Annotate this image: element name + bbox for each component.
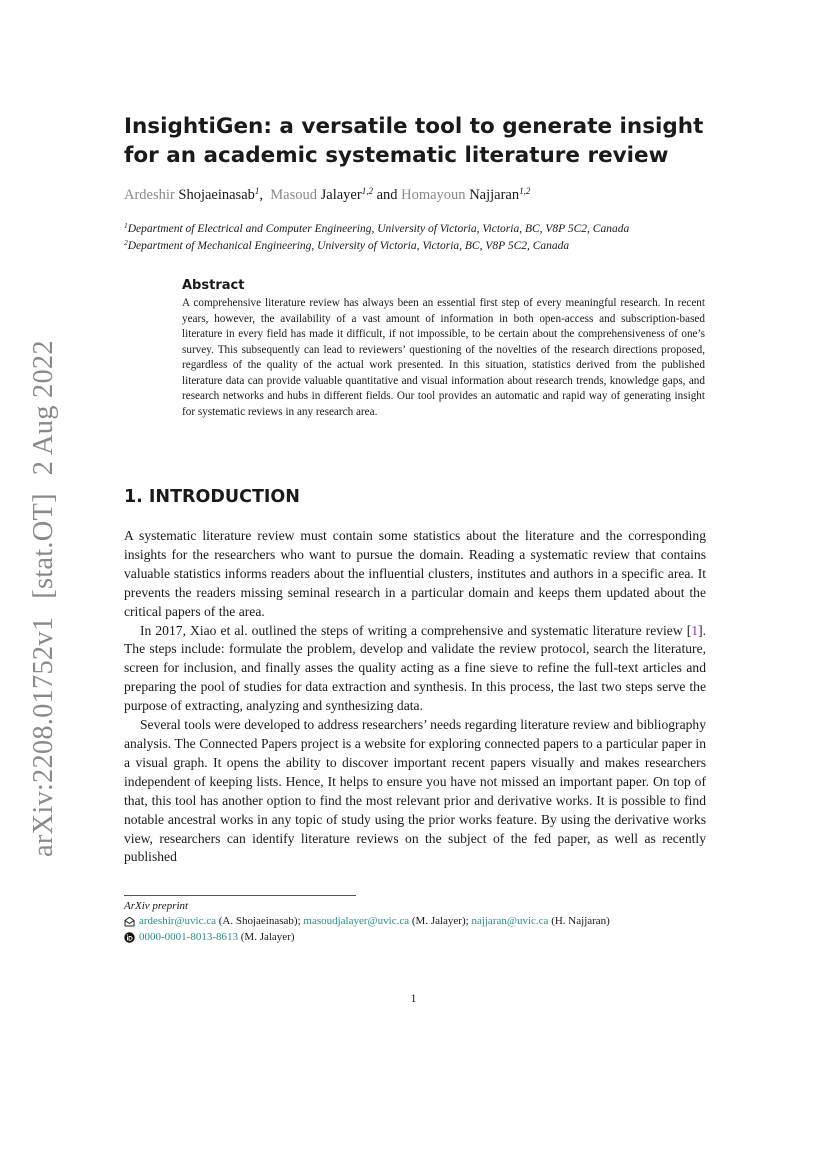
paragraph-text: In 2017, Xiao et al. outlined the steps of writing a comprehensive and systematic literature review [ xyxy=(140,622,692,638)
footnote-label: ArXiv preprint xyxy=(124,900,189,912)
paragraph-text: ]. The steps include: formulate the problem, develop and validate the review protocol, search the literature, screen for inclusion, and finally asses the quality acting as a fine sieve to refine the full-text articles and preparing the pool of studies for data extraction and synthesis. In this process, the last two steps serve the purpose of extracting, analyzing and synthesizing data. xyxy=(124,622,706,714)
abstract-heading: Abstract xyxy=(182,278,245,293)
footnote-divider xyxy=(124,895,356,896)
affiliation-1 xyxy=(124,221,629,235)
author-list: Ardeshir Shojaeinasab$^1$, Masoud Jalayer$^{1,2}$ and Homayoun Najjaran$^{1,2}$ xyxy=(124,186,531,203)
abstract-text: A comprehensive literature review has always been an essential first step of every meaningful research. In recent years, however, the availability of a vast amount of information in both open-access and subscription-based literature in every field has made it difficult, if not impossible, to be certain about the comprehensiveness of one’s survey. This subsequently can lead to reviewers’ questioning of the novelties of the research directions proposed, regardless of the quality of the actual work presented. In this situation, statistics derived from the published literature data can provide valuable quantitative and visual information about research trends, knowledge gaps, and research networks and hubs in different fields. Our tool provides an automatic and rapid way of generating insight for systematic reviews in any research area. xyxy=(182,297,705,418)
footnote-emails xyxy=(124,915,610,927)
affiliation-text: Department of Electrical and Computer Engineering, University of Victoria, Victoria, BC, V8P 5C2, Canada xyxy=(127,223,630,235)
orcid-owner: (M. Jalayer) xyxy=(240,931,295,943)
author-conjunction: and xyxy=(376,187,398,203)
paragraph: A systematic literature review must contain some statistics about the literature and the corresponding insights for the researchers who want to pursue the domain. Reading a systematic review that contains valuable statistics informs readers about the influential clusters, institutes and authors in a specific area. It prevents the readers missing seminal research in a particular domain and keeps them updated about the critical papers of the area. xyxy=(124,528,706,619)
author-given-name: Homayoun xyxy=(401,187,466,203)
email-owner: (M. Jalayer); xyxy=(411,915,469,927)
author-given-name: Ardeshir xyxy=(124,187,175,203)
author-family-name: Shojaeinasab xyxy=(178,187,255,203)
paragraph: Several tools were developed to address researchers’ needs regarding literature review and bibliography analysis. The Connected Papers project is a website for exploring connected papers to a particular paper in a visual graph. It opens the ability to discover important recent papers visually and makes researchers independent of keeping lists. Hence, It helps to ensure you have not missed an important paper. On top of that, this tool has another option to find the most relevant prior and derivative works. It is possible to find notable ancestral works in any topic of study using the prior works feature. By using the derivative works view, researchers can identify literature reviews on the subject of the fed paper, as well as recently published xyxy=(124,717,706,865)
arxiv-identifier-stamp xyxy=(28,322,60,857)
email-link[interactable]: ardeshir@uvic.ca xyxy=(139,915,217,927)
orcid-link[interactable]: 0000-0001-8013-8613 xyxy=(139,931,238,943)
author-family-name: Najjaran xyxy=(469,187,520,203)
orcid-icon xyxy=(124,932,135,943)
author-affiliation-marker: 1,2 xyxy=(361,186,373,196)
affiliation-marker: 1 xyxy=(124,221,128,230)
citation-link[interactable]: 1 xyxy=(691,622,699,638)
author-affiliation-marker: 1,2 xyxy=(519,186,531,196)
arxiv-category: [stat.OT] xyxy=(28,493,59,599)
email-link[interactable]: najjaran@uvic.ca xyxy=(471,915,549,927)
introduction-body xyxy=(124,527,706,867)
email-link[interactable]: masoudjalayer@uvic.ca xyxy=(303,915,410,927)
affiliation-2 xyxy=(124,238,569,252)
section-heading: 1. INTRODUCTION xyxy=(124,487,300,507)
arxiv-id: arXiv:2208.01752v1 xyxy=(28,616,59,857)
email-owner: (H. Najjaran) xyxy=(551,915,610,927)
author-family-name: Jalayer xyxy=(320,187,362,203)
email-owner: (A. Shojaeinasab); xyxy=(218,915,301,927)
affiliation-text: Department of Mechanical Engineering, University of Victoria, Victoria, BC, V8P 5C2, Canada xyxy=(127,240,570,252)
footnote-orcid xyxy=(124,931,295,943)
email-icon xyxy=(124,916,135,927)
page-number: 1 xyxy=(410,991,417,1005)
arxiv-date: 2 Aug 2022 xyxy=(28,340,59,476)
paper-title: InsightiGen: a versatile tool to generate insight for an academic systematic literature review xyxy=(124,114,704,168)
paragraph xyxy=(124,622,706,717)
affiliation-marker: 2 xyxy=(124,238,128,247)
author-given-name: Masoud xyxy=(270,187,317,203)
author-affiliation-marker: 1 xyxy=(254,186,260,196)
